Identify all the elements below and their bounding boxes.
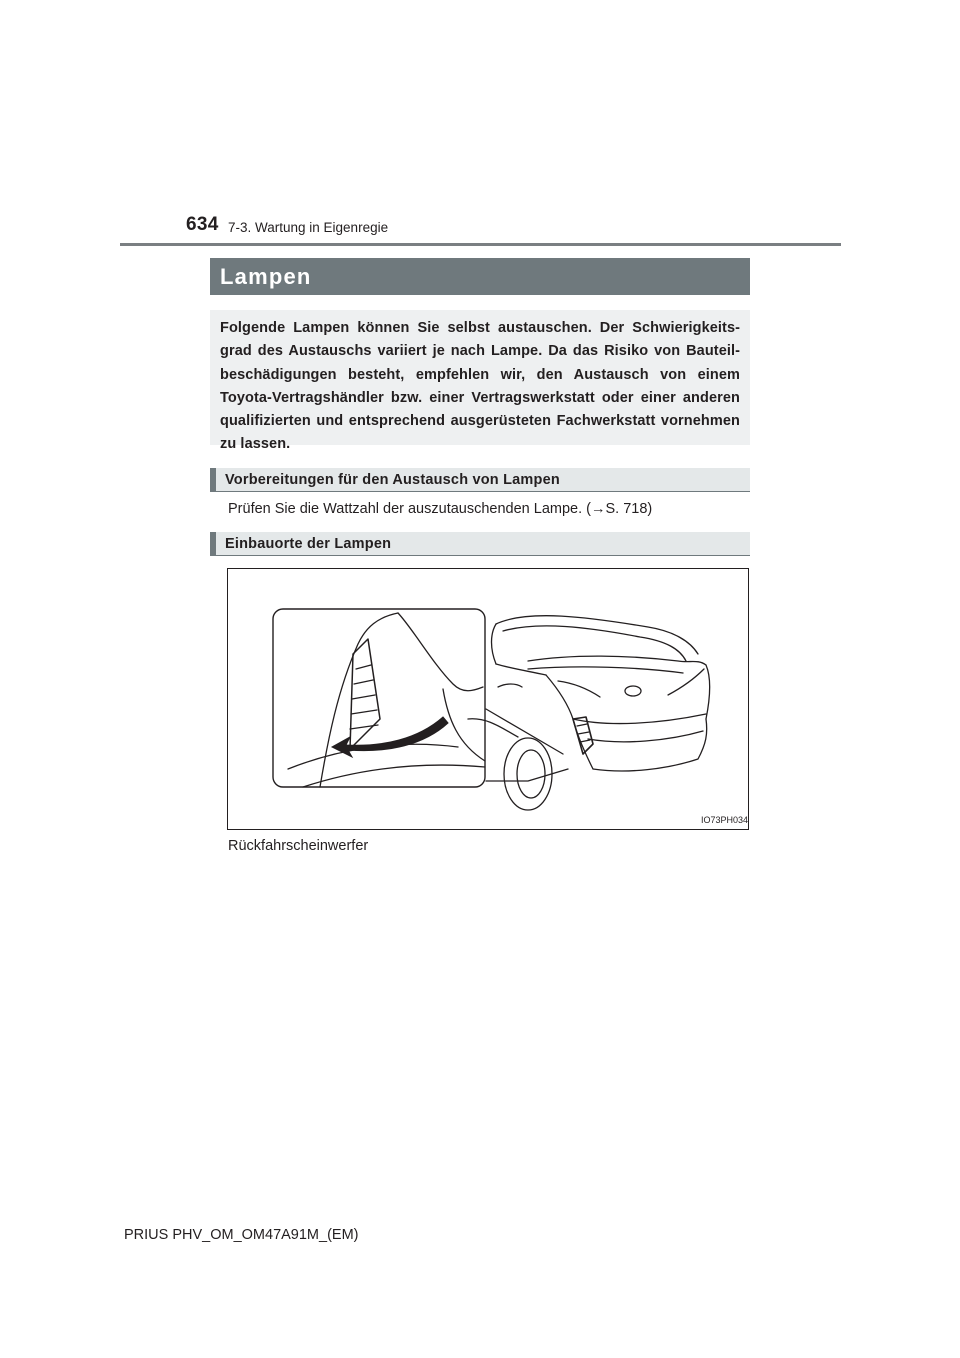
page-title: Lampen: [220, 263, 312, 289]
figure-caption: Rückfahrscheinwerfer: [228, 838, 369, 854]
lamp-location-figure: [227, 568, 749, 830]
section-title-bar: [210, 258, 750, 295]
preparation-text: [228, 501, 652, 517]
subheading-locations-label: Einbauorte der Lampen: [225, 535, 392, 552]
footer-document-id: PRIUS PHV_OM_OM47A91M_(EM): [124, 1227, 359, 1243]
intro-box: [210, 310, 750, 453]
car-rear-illustration: [228, 569, 748, 829]
preparation-text-part1: Prüfen Sie die Wattzahl der auszutauschenden Lampe. (: [228, 501, 591, 517]
figure-code: IO73PH034: [701, 815, 749, 825]
subheading-preparation: [210, 468, 750, 492]
chapter-title: 7-3. Wartung in Eigenregie: [228, 220, 389, 235]
page-number: 634: [186, 214, 219, 235]
intro-text: Folgende Lampen können Sie selbst austauschen. Der Schwierigkeitsgrad des Austauschs variiert je nach Lampe. Da das Risiko von Bauteilbeschädigungen besteht, empfehlen wir, den Austausch von einem Toyota-Vertragshändler bzw. einer Vertragswerkstatt oder einer anderen qualifizierten und entsprechend ausgerüsteten Fachwerkstatt vornehmen zu lassen.: [220, 320, 740, 453]
subheading-preparation-label: Vorbereitungen für den Austausch von Lampen: [225, 471, 560, 488]
header-divider: [120, 243, 841, 246]
arrow-right-icon: →: [590, 501, 606, 517]
subheading-locations: [210, 532, 750, 556]
page-reference-link[interactable]: S. 718): [605, 501, 653, 517]
